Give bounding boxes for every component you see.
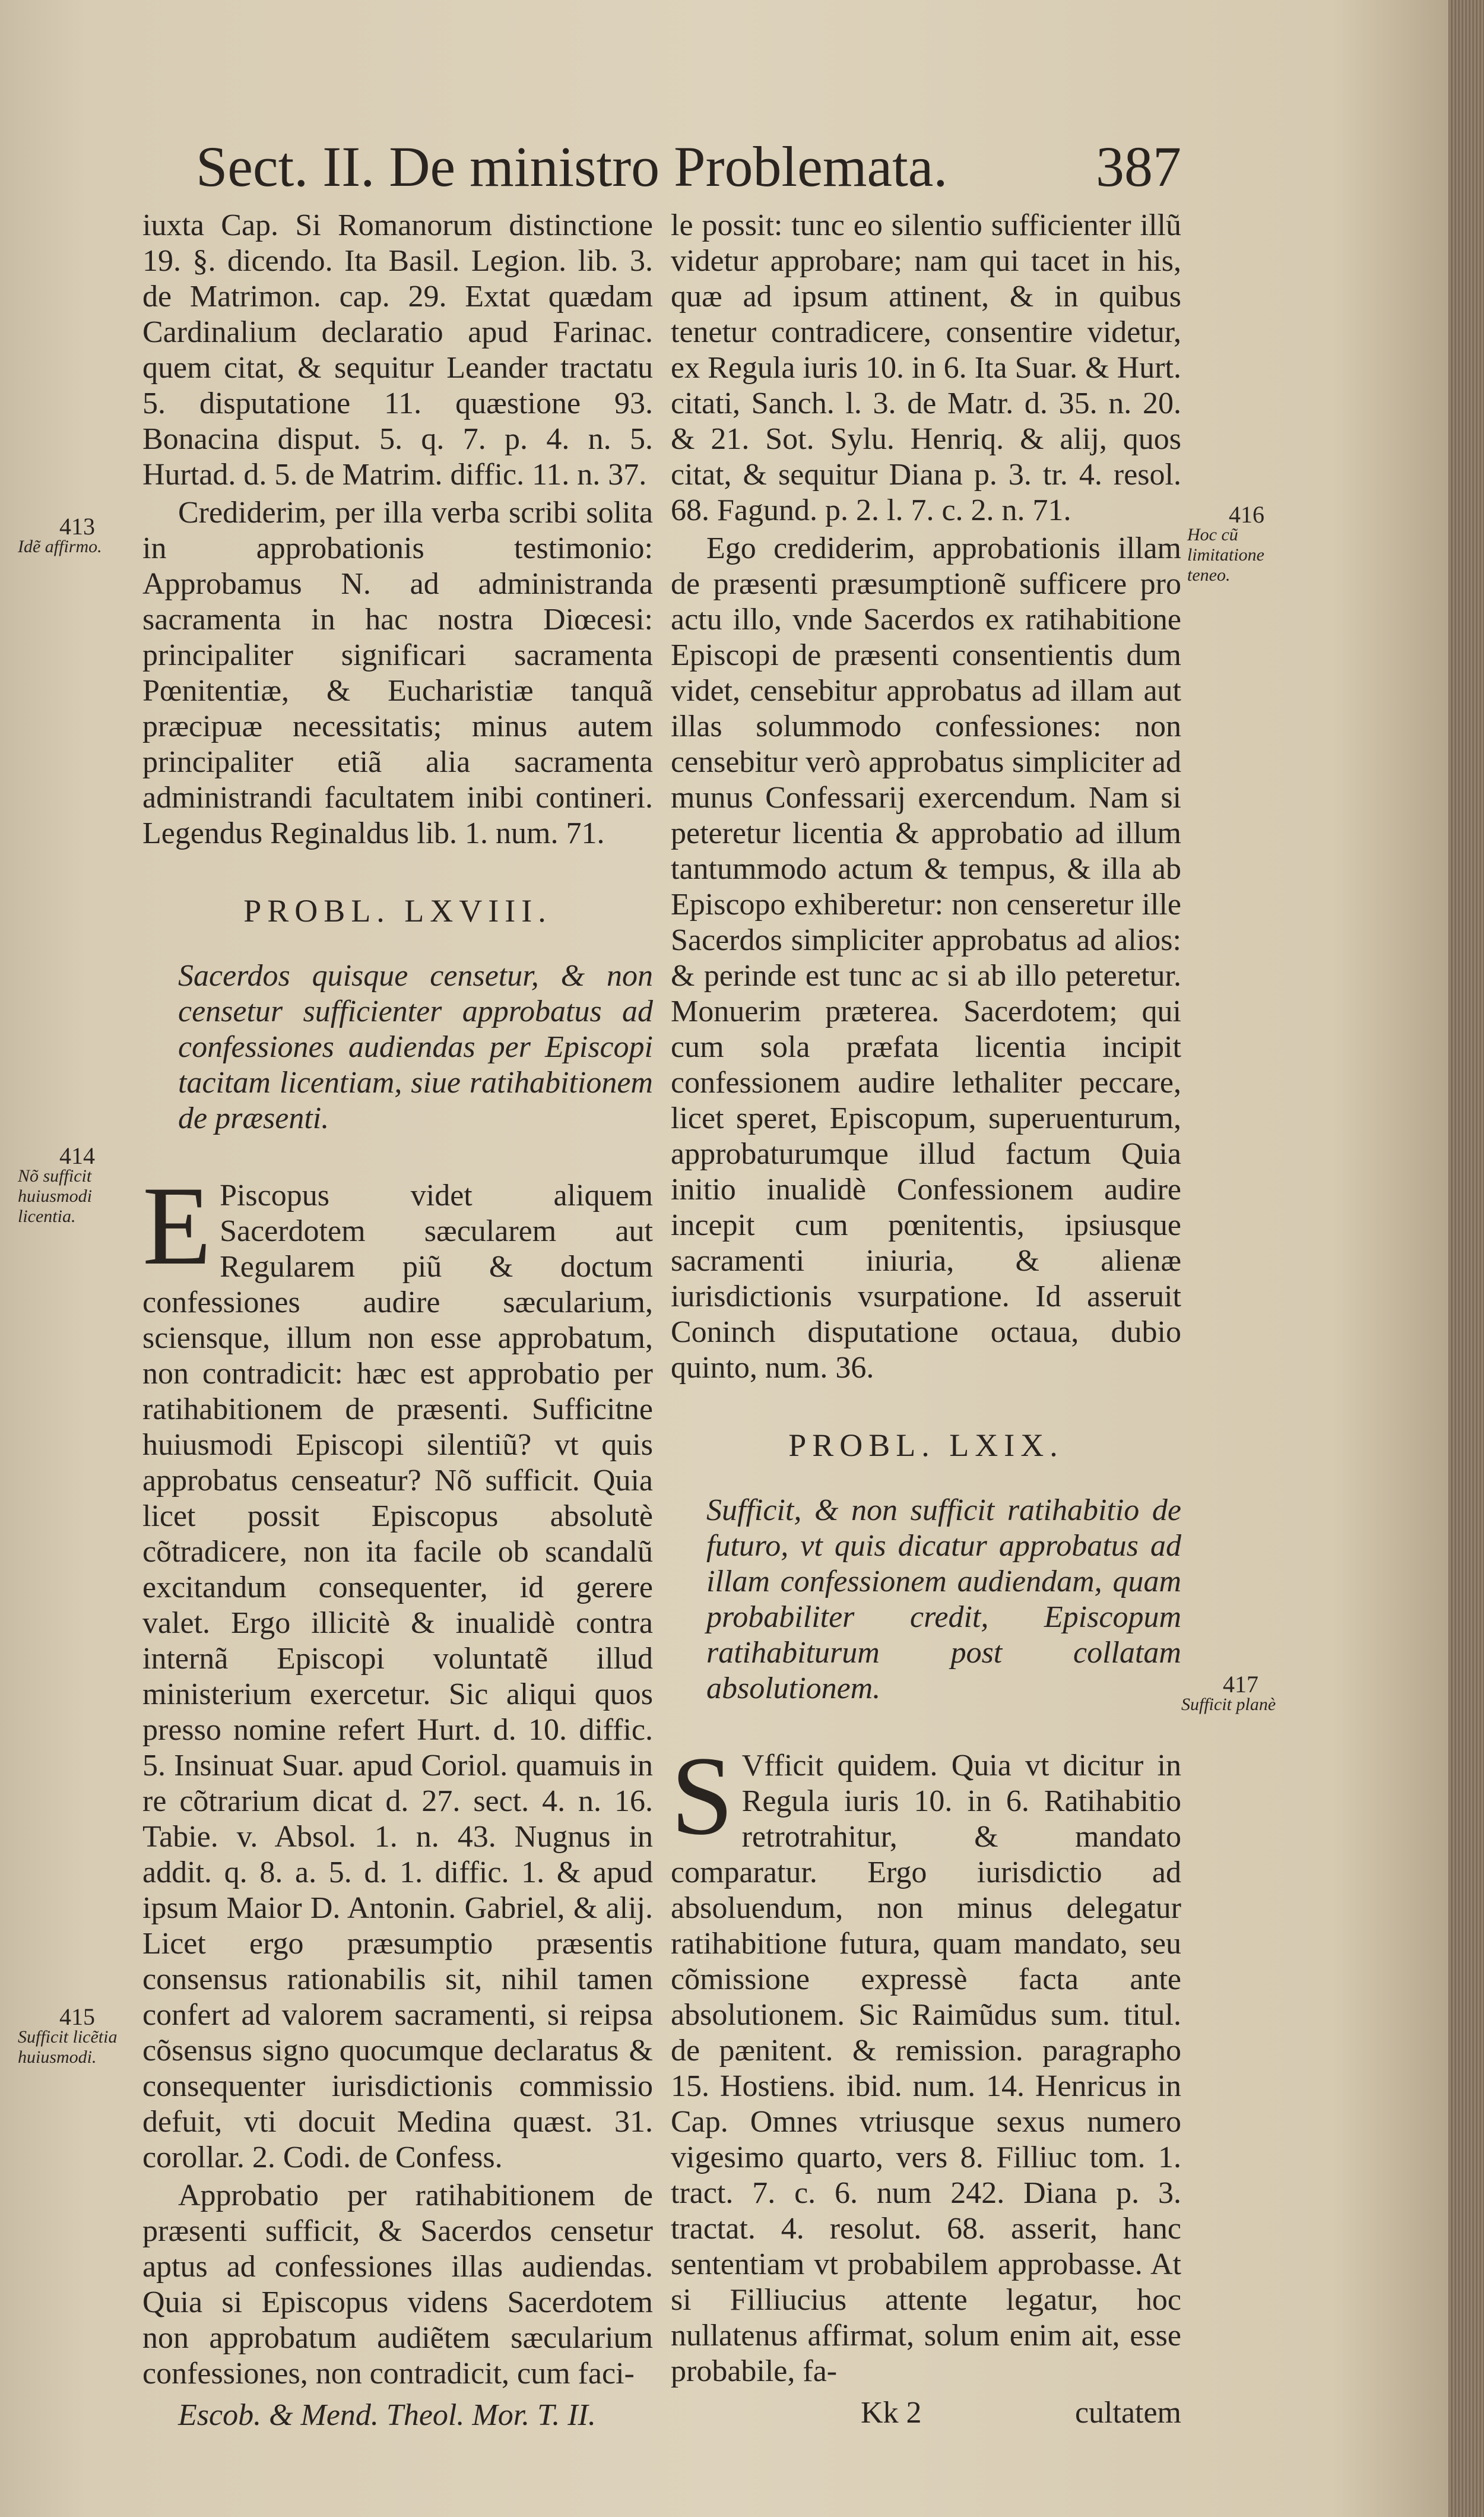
left-paragraph-3-text: Piscopus videt aliquem Sacerdotem sæcularem aut Regularem piũ & doctum confessiones audire sæcularium, sciensque, illum non esse approbatum, non contradicit: hæc est approbatio per ratihabitionem de præsenti. Sufficitne huiusmodi Episcopi silentiũ? vt quis approbatus censeatur? Nõ sufficit. Quia licet possit Episcopus absolutè cõtradicere, non ita facile ob scandalũ excitandum consequenter, id gerere valet. Ergo illicitè & inualidè contra internã Episcopi voluntatẽ illud ministerium exercetur. Sic aliqui quos presso nomine refert Hurt. d. 10. diffic. 5. Insinuat Suar. apud Coriol. quamuis in re cõtrarium dicat d. 27. sect. 4. n. 16. Tabie. v. Absol. 1. n. 43. Nugnus in addit. q. 8. a. 5. d. 1. diffic. 1. & apud ipsum Maior D. Antonin. Gabriel, & alij. Licet ergo præsumptio præsentis consensus rationabilis sit, nihil tamen confert ad valorem sacramenti, si reipsa cõsensus signo quocumque declaratus & consequenter iurisdictionis commissio defuit, vti docuit Medina quæst. 31. corollar. 2. Codi. de Confess. — [142, 1179, 653, 2174]
margin-note-413-text: Idẽ affirmo. — [18, 537, 102, 556]
margin-note-415-text: Sufficit licẽtia huiusmodi. — [18, 2027, 118, 2067]
page-header — [196, 134, 1181, 200]
margin-note-417-text: Sufficit planè — [1181, 1695, 1276, 1714]
book-signature-line: Escob. & Mend. Theol. Mor. T. II. — [178, 2398, 596, 2432]
left-paragraph-3 — [142, 1164, 653, 2176]
left-paragraph-2: Crediderim, per illa verba scribi solita in approbationis testimonio: Approbamus N. ad administranda sacramenta in hac nostra Diœcesi: principaliter significari sacramenta Pœnitentiæ, & Eucharistiæ tanquã præcipuæ necessitatis; minus autem principaliter etiã alia sacramenta administrandi facultatem inibi contineri. Legendus Reginaldus lib. 1. num. 71. — [142, 496, 653, 850]
page-number: 387 — [1096, 135, 1181, 198]
left-paragraph-4: Approbatio per ratihabitionem de præsenti sufficit, & Sacerdos censetur aptus ad confessiones illas audiendas. Quia si Episcopus videns Sacerdotem non approbatum audiẽtem sæcularium confessiones, non contradicit, cum faci- — [142, 2179, 653, 2391]
running-title: Sect. II. De ministro Problemata. — [196, 135, 948, 198]
left-paragraph-1: iuxta Cap. Si Romanorum distinctione 19. §. dicendo. Ita Basil. Legion. lib. 3. de Matrimon. cap. 29. Extat quædam Cardinalium declaratio apud Farinac. quem citat, & sequitur Leander tractatu 5. disputatione 11. quæstione 93. Bonacina disput. 5. q. 7. p. 4. n. 5. Hurtad. d. 5. de Matrim. diffic. 11. n. 37. — [142, 208, 653, 492]
margin-note-415-number: 415 — [59, 2003, 95, 2030]
left-footer — [142, 2398, 653, 2433]
right-paragraph-2: Ego crediderim, approbationis illam de præsenti præsumptionẽ sufficere pro actu illo, vnde Sacerdos ex ratihabitione Episcopi de præsenti consentientis dum videt, censebitur approbatus ad illam aut illas solummodo confessiones: non censebitur verò approbatus simpliciter ad munus Confessarij exercendum. Nam si peteretur licentia & approbatio ad illum tantummodo actum & tempus, & illa ab Episcopo exhiberetur: non censeretur ille Sacerdos simpliciter approbatus ad alios: & perinde est tunc ac si ab illo peteretur. Monuerim præterea. Sacerdotem; qui cum sola præfata licentia incipit confessionem audire lethaliter peccare, licet speret, Episcopum, superuenturum, approbaturumque illud factum Quia initio inualidè Confessionem audire incepit cum pœnitentis, ipsiusque sacramenti iniuria, & alienæ iurisdictionis vsurpatione. Id asseruit Coninch disputatione octaua, dubio quinto, num. 36. — [671, 531, 1181, 1385]
right-paragraph-3-text: Vfficit quidem. Quia vt dicitur in Regula iuris 10. in 6. Ratihabitio retrotrahitur, & mandato comparatur. Ergo iurisdictio ad absoluendum, non minus delegatur ratihabitione futura, quam mandato, seu cõmissione expressè facta ante absolutionem. Sic Raimũdus sum. titul. de pænitent. & remission. paragrapho 15. Hostiens. ibid. num. 14. Henricus in Cap. Omnes vtriusque sexus numero vigesimo quarto, vers 8. Filliuc tom. 1. tract. 7. c. 6. num 242. Diana p. 3. tractat. 4. resolut. 68. asserit, hanc sententiam vt probabilem approbasse. At si Filliucius attente legatur, hoc nullatenus affirmat, solum enim ait, esse probabile, fa- — [671, 1749, 1181, 2388]
margin-note-416-text: Hoc cũ limitatione teneo. — [1187, 525, 1264, 585]
margin-note-416 — [1187, 501, 1306, 585]
page-edges — [1448, 0, 1484, 2517]
margin-note-413 — [18, 513, 137, 557]
right-paragraph-3 — [671, 1734, 1181, 2389]
margin-note-417 — [1181, 1671, 1300, 1715]
margin-note-416-number: 416 — [1229, 501, 1264, 528]
margin-note-413-number: 413 — [59, 513, 95, 540]
margin-note-414 — [18, 1142, 137, 1227]
right-footer — [671, 2395, 1181, 2431]
catchword: cultatem — [1074, 2396, 1181, 2430]
margin-note-415 — [18, 2003, 137, 2068]
margin-note-414-text: Nõ sufficit huiusmodi licentia. — [18, 1166, 93, 1226]
problem-heading-69: PROBL. LXIX. — [788, 1427, 1064, 1463]
drop-cap-s: S — [671, 1734, 734, 1859]
gathering-signature: Kk 2 — [861, 2396, 922, 2430]
left-column — [142, 208, 653, 2433]
problem-heading-68: PROBL. LXVIII. — [243, 893, 552, 929]
problem-summary-69: Sufficit, & non sufficit ratihabitio de futuro, vt quis dicatur approbatus ad illam confessionem audiendam, quam probabiliter credit, Episcopum ratihabiturum post collatam absolutionem. — [706, 1493, 1181, 1705]
margin-note-417-number: 417 — [1223, 1671, 1258, 1698]
right-paragraph-1: le possit: tunc eo silentio sufficienter illũ videtur approbare; nam qui tacet in his, quæ ad ipsum attinent, & in quibus tenetur contradicere, consentire videtur, ex Regula iuris 10. in 6. Ita Suar. & Hurt. citati, Sanch. l. 3. de Matr. d. 35. n. 20. & 21. Sot. Sylu. Henriq. & alij, quos citat, & sequitur Diana p. 3. tr. 4. resol. 68. Fagund. p. 2. l. 7. c. 2. n. 71. — [671, 208, 1181, 527]
drop-cap-e: E — [142, 1164, 212, 1288]
margin-note-414-number: 414 — [59, 1142, 95, 1169]
right-column — [671, 208, 1181, 2431]
problem-summary-68: Sacerdos quisque censetur, & non censetur sufficienter approbatus ad confessiones audiendas per Episcopi tacitam licentiam, siue ratihabitionem de præsenti. — [178, 959, 653, 1135]
